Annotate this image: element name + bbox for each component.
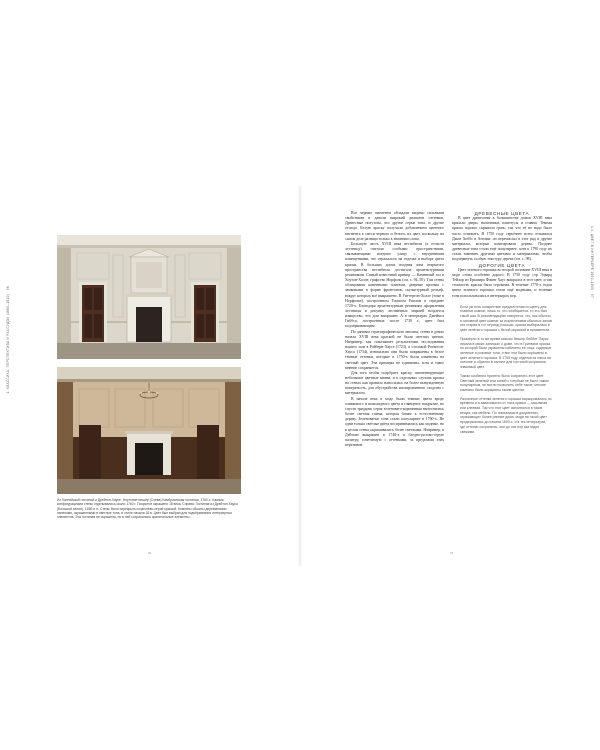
paragraph: Цвет зеленого горошка во второй половине XVIII века в моде стоил особенно дорого. В 1750 году сэр Эдвард Тейлор из Еркшира Флинт Хаус выкрасил в этот цвет, и так стоимость краски была огромная. В течение 1770-х годов цвета зеленого горошка стали ещё модными, и зеленые тона использовались в интерьерах пор.	[452, 267, 552, 298]
quote-paragraph: Различные оттенки зеленого горошка варьировались по времени и в зависимости от типа краски — масляная или клеевая. Так что этот цвет исполнялся в таких вещах, как мебель. По описаниям в документах, отражающих более ранние дома, мода на такой цвет продержалась до начала 1800-х, и в тех интерьерах, где оттенки сохранены, они до сих пор выглядят свежими.	[460, 396, 552, 434]
paragraph: В цвет древесины в большинстве домов XVIII века красили двери, наличники, плинтусы и ставни. Темная краска хорошо скрывала грязь, так что её не надо было часто освежать. В 1750 году серьёзнее всего отзывался Джон Хоббс в Англии: он перечислял в этот ряд и другие материалы, которые имитировали дерево. Позднее древесные тона стали ещё популярнее, хотя к 1790 году их стали заменять другими цветами и материалами, чтобы подчеркнуть особую текстуру дерева (см. с. 98).	[452, 216, 552, 262]
paragraph: Для того чтобы подобрать краску, пигментирующие небольшие цветные камни, и в отдельных случаях краска на стенах как правило наносилась на более вынужденную поверхность, для обустройства изолированного сходства с материалом.	[345, 370, 444, 396]
page-number-left: 96	[148, 551, 152, 555]
paragraph: По данным стратиграфического анализа, стены в домах начала XVIII века краской не были светлых цветов. Например, как показывает результатами исследования нашего зала в Райберн-Хаусе (1723), в столовой Рответон-Хауса (1734), изначально они были покрашены в белое темные оттенки, которые в 1750-х были изменены на светлый цвет. Эти примеры не единичны, хотя и такое мнение сохраняется.	[345, 329, 444, 370]
quote-paragraph: Если уж есть конкретные предпочтения по цвету для главных комнат, лишь то, что сообщается, то это был такой шаг. В рекомендациях говорится, что, как обычно, в основной цвет комнат за исключением обычных залов эта старая в тот период роскошь, краска выбиралась в цвет зелёного горошка с белой окраской в орнаментах.	[460, 304, 552, 333]
panelled-room-illustration	[57, 367, 241, 494]
white-room-illustration	[57, 235, 241, 359]
interior-photo-panelled-room	[57, 367, 241, 494]
left-page	[0, 186, 300, 566]
running-head-left: 1. КЛАССИКА, ПЕРСПЕКТИВА И РАССУДОК (1660–1820) · 96	[6, 286, 10, 394]
paragraph: Все черные пигменты обладали видимо сильными свойствами и давали широкий диапазон оттенков. Древесные полутона, что другие серые тона, и другие отсюда. Белую краску получали добавлением цветного пигмента к смеси черного и белого, их цвет, поскольку на самом деле разница только в значении слова.	[345, 211, 444, 241]
quote-paragraph: Примерно в то же время миссис Фишер Либбет Пауис писала в своих записках о доме, что в Гринвиче краска, по которой были украшены кабинеты её отца, содержит зеленые и розовые тона, и все они были окрашены в цвет зеленого горошка. В 1755 году отделка из гипса на потолке и обратно в салоне для гостиной сохранила знакомый цвет.	[460, 336, 552, 370]
paragraph: В начале века в моде были темные цвета вроде оливкового и шоколадного цвета и глянцевое покрытие, но спустя тридцать серая зеленовато-коричневая вытеснилась более светлая гамма, которая ближе к естественному дереву. Зеленоватые тона стали популярнее в 1760-х. Не одни только светлые цвета воспринимались как модные, но в целом стены окрашивались более светлыми. Например, в Дейтоне выкрашен в 1740-х в бледно-розово-серую палитру, сочетаемую с оттенками, за пределами этих переливов.	[345, 396, 444, 448]
section-heading-wood-colours: ДРЕВЕСНЫЕ ЦВЕТА	[474, 211, 530, 216]
paragraph: Большую часть XVIII века вестибюли (а отчасти лестницу) считали особыми пространствами, связывающими воедино улицу с внутренними помещениями, что отражалось на отделке и выборе цвета краски. В больших домах входная зона открытого пространства вестибюля достигала архитектурными решениями. Самый известный пример — Каменный зал в Хоутон-Холле, графство Норфолк (см. с. 94–95). Там стены облицованы каменными плитами, дверные проемы с замковыми в форме фронтонов, скульптурный рельеф, вокруг которых всё выкрашено. В Уиттертон-Холле (тоже в Норфолке), построенном Томасом Риплом в середине 1720-х. Благодаря архитектурным решениям оформления лестницы и рисунку лестничных маршей воздается изящество, что дом выкрашен. А в интерьерах Джеймса Гиббса, построенных после 1730 г., цвет был подчёркивающим.	[345, 241, 444, 329]
interior-photo-white-room	[57, 235, 241, 359]
page-number-right: 97	[450, 551, 454, 555]
text-column-1	[345, 211, 444, 448]
quote-sidebar	[460, 305, 552, 435]
section-heading-expensive-colours: ДОРОГИЕ ЦВЕТА	[478, 262, 526, 268]
photo-caption: Из Ланнэйской гостиной и Дрейтон-Хаусе, Нортгемптоншир (Слева) Камбрианская гостиная, 1760-х. Какими конфигурациями стены отделывались около 1760 г. Покрытие окрашено 18 века. Справа: Гостиная из Дрейтон-Хауса (Большой салон), 1650-е гг. Стены были перекрыты коричнево-серой краской. Комнаты обшиты деревянными панелями, окрашенными в светлые тона, в стиле начала 18 в. Цвет был выбран для подчёркивания интерьерных элементов. Эта гостиная не окрашена, но в ней сохранились оригинальные элементы.	[57, 498, 238, 520]
text-column-2	[452, 211, 552, 440]
running-head-right: 1.4. ЦВЕТ В ИНТЕРЬЕРЕ 1650–1800 · 97	[590, 226, 594, 298]
quote-paragraph: Таким особенно приятно было сохранять этот цвет. Светлый зеленый или синий с голубым не было таким популярным, не могли позволить себе такое; многие комнаты были окрашены таким цветом.	[460, 373, 549, 392]
book-spread	[0, 186, 600, 566]
